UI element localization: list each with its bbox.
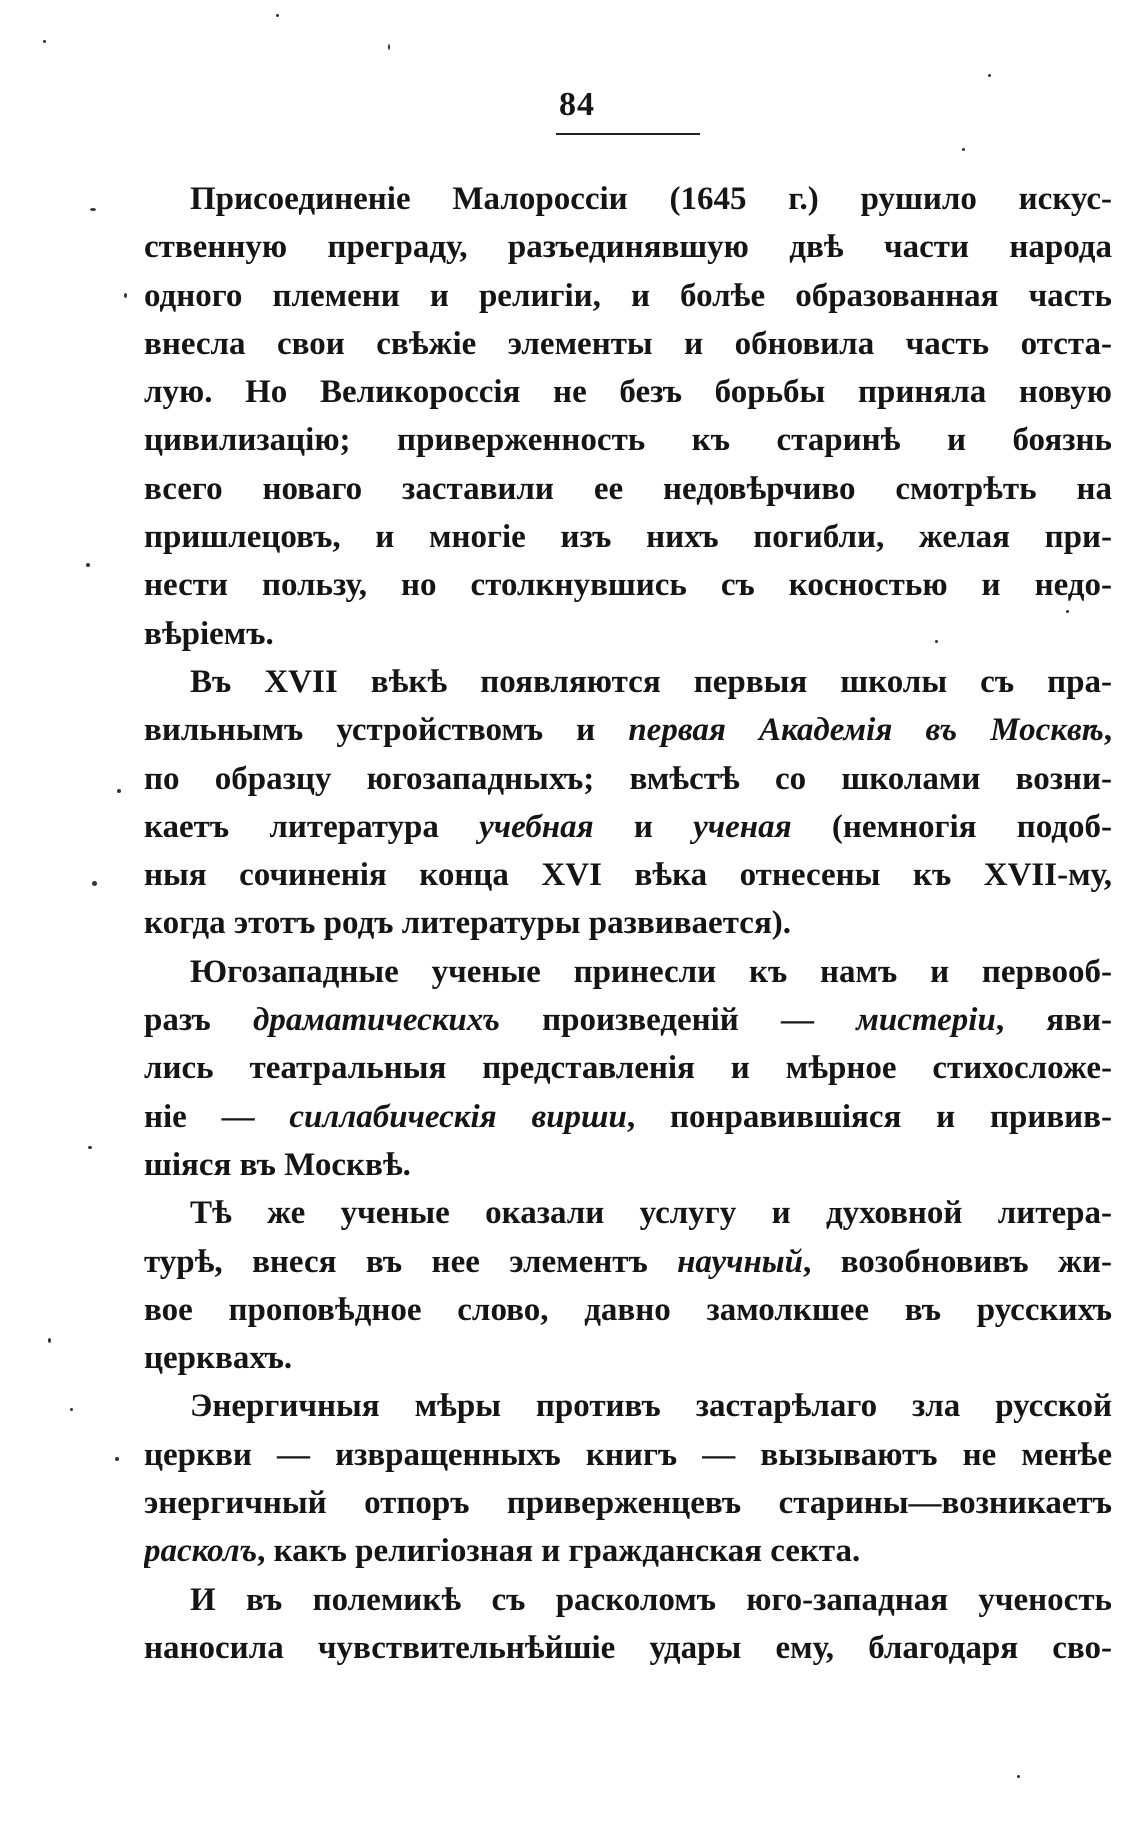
emphasized-text: научный <box>677 1243 804 1280</box>
text-line <box>144 1527 1112 1575</box>
text-run: церкви — извращенныхъ книгъ — вызываютъ не менѣе <box>144 1436 1112 1473</box>
text-run: Присоединеніе Малороссіи (1645 г.) рушило искус- <box>190 181 1112 217</box>
text-run: вое проповѣдное слово, давно замолкшее въ русскихъ <box>144 1291 1112 1328</box>
text-line <box>144 658 1112 706</box>
paragraph <box>144 1576 1112 1673</box>
text-run: внесла свои свѣжіе элементы и обновила часть отста- <box>144 325 1112 362</box>
emphasized-text: ученая <box>693 808 792 845</box>
text-run: лись театральныя представленія и мѣрное стихосложе- <box>144 1050 1112 1087</box>
text-line <box>144 561 1112 609</box>
text-line <box>144 1382 1112 1430</box>
text-run: вильнымъ устройствомъ и <box>144 712 629 749</box>
text-run: , яви- <box>995 1002 1112 1039</box>
text-run: разъ <box>144 1002 254 1039</box>
text-run: по образцу югозападныхъ; вмѣстѣ со школами возни- <box>144 760 1112 797</box>
text-line <box>144 755 1112 803</box>
text-line <box>144 1479 1112 1527</box>
paragraph <box>144 948 1112 1189</box>
text-line <box>144 1141 1112 1189</box>
text-line <box>144 899 1112 947</box>
text-line <box>144 1238 1112 1286</box>
text-line <box>144 706 1112 754</box>
text-run: пришлецовъ, и многіе изъ нихъ погибли, желая при- <box>144 519 1112 556</box>
emphasized-text: первая Академія въ Москвѣ <box>628 712 1104 749</box>
text-line <box>144 610 1112 658</box>
page-number: 84 <box>559 86 595 123</box>
text-run: церквахъ. <box>144 1340 293 1377</box>
text-line <box>144 223 1112 271</box>
text-run: турѣ, внеся въ нее элементъ <box>144 1243 678 1280</box>
emphasized-text: силлабическія вирши <box>289 1098 627 1135</box>
text-run: шіяся въ Москвѣ. <box>144 1146 411 1183</box>
text-run: наносила чувствительнѣйшіе удары ему, благодаря сво- <box>144 1629 1112 1666</box>
text-line <box>144 272 1112 320</box>
text-run: цивилизацію; приверженность къ старинѣ и боязнь <box>144 422 1112 459</box>
body-text <box>144 175 1112 1672</box>
text-run: произведеній — <box>499 1002 857 1039</box>
text-line <box>144 1624 1112 1672</box>
text-run: , какъ религіозная и гражданская секта. <box>257 1533 861 1570</box>
paragraph <box>144 1382 1112 1575</box>
text-line <box>144 368 1112 416</box>
text-run: лую. Но Великороссія не безъ борьбы приняла новую <box>144 374 1112 411</box>
text-run: ныя сочиненія конца XVI вѣка отнесены къ XVII-му, <box>144 857 1112 894</box>
text-run: ственную преграду, разъединявшую двѣ части народа <box>144 229 1112 266</box>
text-run: Тѣ же ученые оказали услугу и духовной литера- <box>190 1195 1112 1232</box>
text-run: Югозападные ученые принесли къ намъ и первооб- <box>190 953 1112 990</box>
text-line <box>144 996 1112 1044</box>
text-run: , <box>1103 712 1112 749</box>
text-line <box>144 1093 1112 1141</box>
paragraph <box>144 175 1112 658</box>
text-run: энергичный отпоръ приверженцевъ старины—возникаетъ <box>144 1485 1112 1522</box>
emphasized-text: драматическихъ <box>253 1002 500 1039</box>
text-line <box>144 1286 1112 1334</box>
text-run: Въ XVII вѣкѣ появляются первыя школы съ пра- <box>190 663 1112 700</box>
text-line <box>144 851 1112 899</box>
emphasized-text: учебная <box>479 808 594 845</box>
text-line <box>144 513 1112 561</box>
text-line <box>144 416 1112 464</box>
text-line <box>144 1189 1112 1237</box>
text-run: каетъ литература <box>144 808 480 845</box>
text-line <box>144 1334 1112 1382</box>
text-run: всего новаго заставили ее недовѣрчиво смотрѣть на <box>144 470 1112 507</box>
text-line <box>144 1576 1112 1624</box>
paragraph <box>144 1189 1112 1382</box>
text-line <box>144 1431 1112 1479</box>
text-line <box>144 1044 1112 1092</box>
text-line <box>144 465 1112 513</box>
text-run: одного племени и религіи, и болѣе образованная часть <box>144 277 1112 314</box>
text-line <box>144 320 1112 368</box>
text-line <box>144 175 1112 223</box>
text-run: , понравившіяся и привив- <box>626 1098 1112 1135</box>
text-run: И въ полемикѣ съ расколомъ юго-западная ученость <box>190 1581 1112 1618</box>
text-line <box>144 803 1112 851</box>
text-run: и <box>593 808 694 845</box>
paragraph <box>144 658 1112 948</box>
emphasized-text: расколъ <box>144 1533 258 1570</box>
emphasized-text: мистеріи <box>856 1002 996 1039</box>
text-run: вѣріемъ. <box>144 615 274 652</box>
page-number-rule <box>556 133 700 135</box>
text-run: Энергичныя мѣры противъ застарѣлаго зла русской <box>190 1388 1112 1425</box>
text-line <box>144 948 1112 996</box>
text-run: (немногія подоб- <box>791 808 1112 845</box>
text-run: нести пользу, но столкнувшись съ косностью и недо- <box>144 567 1112 604</box>
text-run: ніе — <box>144 1098 290 1135</box>
text-run: когда этотъ родъ литературы развивается). <box>144 905 792 942</box>
text-run: , возобновивъ жи- <box>803 1243 1112 1280</box>
